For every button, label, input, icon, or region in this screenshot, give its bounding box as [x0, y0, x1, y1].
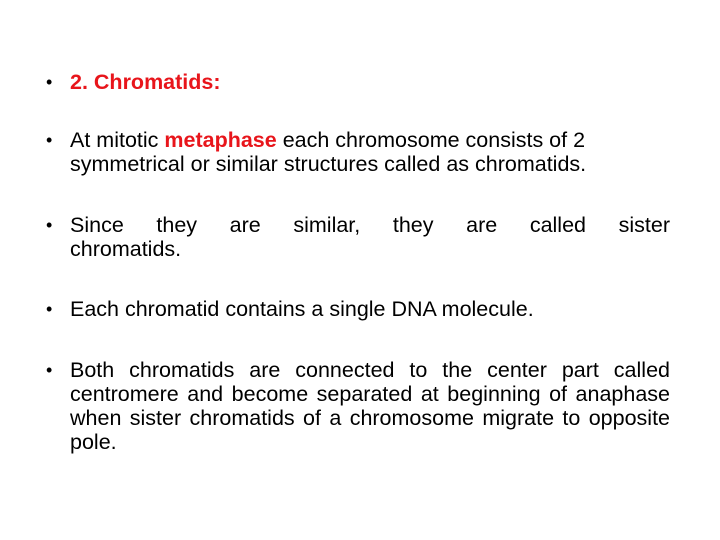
- bullet-text-end: each chromosome consists of 2 symmetrical or similar structures called as chromatids.: [70, 128, 587, 176]
- highlight-term: metaphase: [164, 128, 277, 152]
- bullet-marker: •: [46, 72, 53, 92]
- bullet-marker: •: [46, 215, 53, 235]
- bullet-metaphase: [46, 128, 670, 176]
- bullet-centromere: [46, 358, 670, 454]
- bullet-line-2: chromatids.: [70, 237, 182, 261]
- bullet-sister-chromatids: [46, 213, 670, 261]
- bullet-dna-molecule: [46, 297, 670, 321]
- bullet-text: [70, 213, 670, 261]
- bullet-line-1: Since they are similar, they are called sister: [70, 213, 670, 237]
- bullet-marker: •: [46, 360, 53, 380]
- bullet-text: Both chromatids are connected to the center part called centromere and become separated at beginning of anaphase when sister chromatids of a chromosome migrate to opposite pole.: [70, 358, 670, 454]
- bullet-text: Each chromatid contains a single DNA molecule.: [70, 297, 534, 321]
- bullet-marker: •: [46, 299, 53, 319]
- bullet-text: [70, 128, 670, 176]
- bullet-marker: •: [46, 130, 53, 150]
- bullet-text-start: At mitotic: [70, 128, 165, 152]
- section-heading: 2. Chromatids:: [70, 70, 221, 94]
- bullet-heading: [46, 70, 670, 94]
